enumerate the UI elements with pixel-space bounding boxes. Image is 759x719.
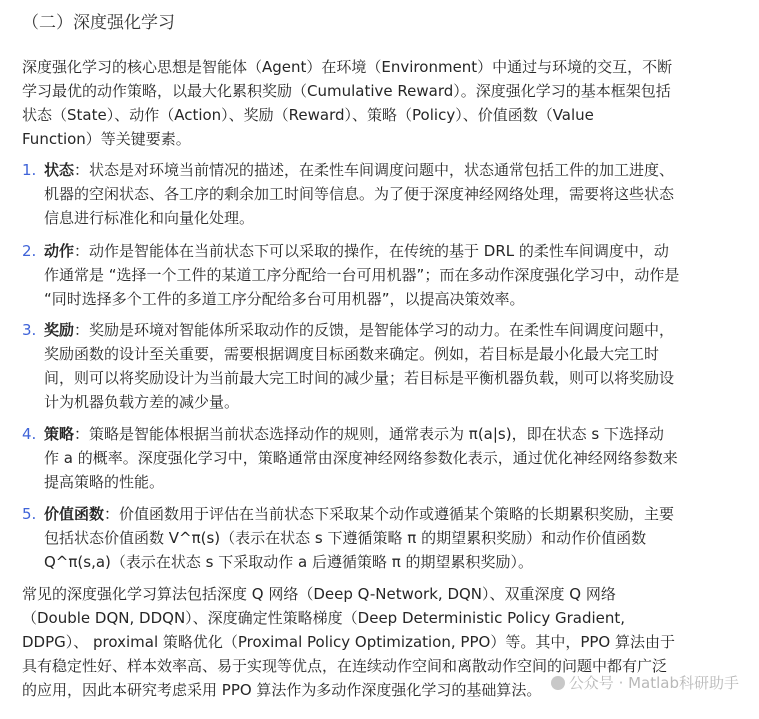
- watermark-text: 公众号 · Matlab科研助手: [568, 674, 739, 692]
- list-number: 4.: [22, 425, 37, 443]
- text-line: 作通常是 “选择一个工件的某道工序分配给一台可用机器”；而在多动作深度强化学习中，动作是: [44, 266, 680, 284]
- watermark: [551, 672, 739, 693]
- item-label: 动作: [44, 242, 75, 260]
- text-line: Function）等关键要素。: [22, 130, 191, 148]
- list-item-reward: [22, 318, 742, 414]
- item-label: 奖励: [44, 321, 75, 339]
- text-line: ：价值函数用于评估在当前状态下采取某个动作或遵循某个策略的长期累积奖励，主要: [104, 505, 675, 523]
- text-line: 奖励函数的设计至关重要，需要根据调度目标函数来确定。例如，若目标是最小化最大完工时: [44, 345, 660, 363]
- wechat-icon: [551, 676, 565, 690]
- list-item-state: [22, 158, 742, 230]
- text-line: ：动作是智能体在当前状态下可以采取的操作，在传统的基于 DRL 的柔性车间调度中，动: [74, 242, 669, 260]
- text-line: 的应用，因此本研究考虑采用 PPO 算法作为多动作深度强化学习的基础算法。: [22, 681, 542, 699]
- text-line: “同时选择多个工件的多道工序分配给多台可用机器”，以提高决策效率。: [44, 290, 525, 308]
- text-line: ：状态是对环境当前情况的描述，在柔性车间调度问题中，状态通常包括工件的加工进度、: [74, 161, 675, 179]
- intro-paragraph: [22, 55, 742, 151]
- text-line: 间，则可以将奖励设计为当前最大完工时间的减少量；若目标是平衡机器负载，则可以将奖励设: [44, 369, 675, 387]
- item-label: 状态: [44, 161, 75, 179]
- text-line: DDPG）、 proximal 策略优化（Proximal Policy Optimization, PPO）等。其中，PPO 算法由于: [22, 633, 675, 651]
- item-label: 策略: [44, 425, 75, 443]
- item-label: 价值函数: [44, 505, 105, 523]
- list-number: 3.: [22, 321, 37, 339]
- text-line: 具有稳定性好、样本效率高、易于实现等优点，在连续动作空间和离散动作空间的问题中都有广泛: [22, 657, 668, 675]
- text-line: 作 a 的概率。深度强化学习中，策略通常由深度神经网络参数化表示，通过优化神经网络参数来: [44, 449, 678, 467]
- text-line: 常见的深度强化学习算法包括深度 Q 网络（Deep Q-Network, DQN）、双重深度 Q 网络: [22, 585, 616, 603]
- list-number: 1.: [22, 161, 37, 179]
- text-line: 机器的空闲状态、各工序的剩余加工时间等信息。为了便于深度神经网络处理，需要将这些状态: [44, 185, 675, 203]
- text-line: ：策略是智能体根据当前状态选择动作的规则，通常表示为 π(a|s)，即在状态 s 下选择动: [74, 425, 664, 443]
- text-line: 提高策略的性能。: [44, 473, 165, 491]
- text-line: 深度强化学习的核心思想是智能体（Agent）在环境（Environment）中通过与环境的交互，不断: [22, 58, 673, 76]
- text-line: 计为机器负载方差的减少量。: [44, 393, 240, 411]
- list-number: 5.: [22, 505, 37, 523]
- text-line: ：奖励是环境对智能体所采取动作的反馈，是智能体学习的动力。在柔性车间调度问题中，: [74, 321, 675, 339]
- text-line: 学习最优的动作策略，以最大化累积奖励（Cumulative Reward）。深度强化学习的基本框架包括: [22, 82, 671, 100]
- section-heading: （二）深度强化学习: [22, 13, 175, 33]
- text-line: 状态（State）、动作（Action）、奖励（Reward）、策略（Policy）、价值函数（Value: [22, 106, 594, 124]
- text-line: 包括状态价值函数 V^π(s)（表示在状态 s 下遵循策略 π 的期望累积奖励）和动作价值函数: [44, 529, 647, 547]
- text-line: 信息进行标准化和向量化处理。: [44, 209, 255, 227]
- list-number: 2.: [22, 242, 37, 260]
- text-line: Q^π(s,a)（表示在状态 s 下采取动作 a 后遵循策略 π 的期望累积奖励）。: [44, 553, 534, 571]
- list-item-policy: [22, 422, 742, 494]
- text-line: （Double DQN, DDQN）、深度确定性策略梯度（Deep Deterministic Policy Gradient,: [22, 609, 626, 627]
- list-item-value-function: [22, 502, 742, 574]
- list-item-action: [22, 239, 742, 311]
